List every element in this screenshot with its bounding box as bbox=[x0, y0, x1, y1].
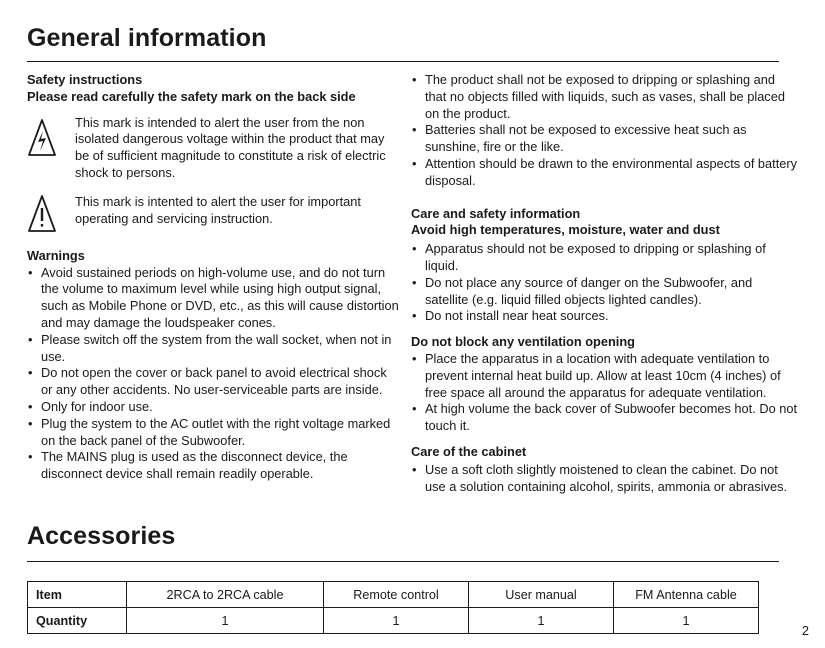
care-heading: Care and safety information bbox=[411, 205, 581, 221]
exclamation-warning-icon bbox=[27, 193, 57, 235]
table-cell: FM Antenna cable bbox=[614, 582, 759, 608]
list-item: • Do not place any source of danger on the Subwoofer, and satellite (e.g. liquid filled objects lighted candles). bbox=[411, 275, 799, 309]
table-cell: Quantity bbox=[28, 608, 127, 634]
page-number: 2 bbox=[801, 623, 809, 638]
list-item: • Avoid sustained periods on high-volume use, and do not turn the volume to maximum level while using high output signal, such as Mobile Phone or DVD, etc., as this will cause distortion and may damage the loudspeaker cones. bbox=[27, 265, 399, 332]
table-cell: User manual bbox=[469, 582, 614, 608]
warnings-heading: Warnings bbox=[27, 247, 85, 263]
title-rule bbox=[27, 61, 779, 62]
ventilation-bullets bbox=[411, 351, 799, 435]
table-cell: 1 bbox=[469, 608, 614, 634]
table-cell: 1 bbox=[614, 608, 759, 634]
list-item: • Only for indoor use. bbox=[27, 399, 399, 416]
list-item: • The MAINS plug is used as the disconnect device, the disconnect device shall remain readily operable. bbox=[27, 449, 399, 483]
care-bullets bbox=[411, 241, 799, 325]
list-item: • Apparatus should not be exposed to dripping or splashing of liquid. bbox=[411, 241, 799, 275]
accessories-table bbox=[27, 581, 759, 634]
table-cell: Remote control bbox=[324, 582, 469, 608]
electric-shock-mark bbox=[27, 115, 399, 182]
list-item: • Do not open the cover or back panel to avoid electrical shock or any other accidents. No user-serviceable parts are inside. bbox=[27, 365, 399, 399]
safety-subheading: Please read carefully the safety mark on the back side bbox=[27, 88, 356, 104]
accessories-title: Accessories bbox=[27, 522, 176, 550]
page-title: General information bbox=[27, 24, 267, 52]
list-item: • Please switch off the system from the wall socket, when not in use. bbox=[27, 332, 399, 366]
mark1-text: This mark is intended to alert the user from the non isolated dangerous voltage within the product that may be of sufficient magnitude to constitute a risk of electric shock to persons. bbox=[75, 114, 386, 180]
cabinet-heading: Care of the cabinet bbox=[411, 443, 527, 459]
list-item: • The product shall not be exposed to dripping or splashing and that no objects filled with liquids, such as vases, shall be placed on the product. bbox=[411, 72, 799, 122]
table-cell: 1 bbox=[127, 608, 324, 634]
top-bullets bbox=[411, 72, 799, 190]
mark2-text: This mark is intented to alert the user for important operating and servicing instruction. bbox=[75, 193, 361, 226]
table-cell: Item bbox=[28, 582, 127, 608]
warnings-list bbox=[27, 265, 399, 483]
safety-heading: Safety instructions bbox=[27, 72, 143, 87]
list-item: • Batteries shall not be exposed to excessive heat such as sunshine, fire or the like. bbox=[411, 122, 799, 156]
list-item: • At high volume the back cover of Subwoofer becomes hot. Do not touch it. bbox=[411, 401, 799, 435]
list-item: • Attention should be drawn to the environmental aspects of battery disposal. bbox=[411, 156, 799, 190]
lightning-warning-icon bbox=[27, 117, 57, 159]
accessories-rule bbox=[27, 561, 779, 562]
list-item: • Use a soft cloth slightly moistened to clean the cabinet. Do not use a solution containing alcohol, spirits, ammonia or abrasives. bbox=[411, 462, 799, 496]
table-cell: 1 bbox=[324, 608, 469, 634]
cabinet-bullets bbox=[411, 462, 799, 496]
table-row bbox=[28, 608, 759, 634]
table-cell: 2RCA to 2RCA cable bbox=[127, 582, 324, 608]
left-column bbox=[27, 72, 399, 483]
table-row bbox=[28, 582, 759, 608]
caution-mark bbox=[27, 194, 399, 232]
care-subheading: Avoid high temperatures, moisture, water and dust bbox=[411, 222, 720, 238]
ventilation-heading: Do not block any ventilation opening bbox=[411, 334, 635, 350]
list-item: • Do not install near heat sources. bbox=[411, 308, 799, 325]
right-column bbox=[411, 72, 799, 495]
list-item: • Plug the system to the AC outlet with the right voltage marked on the back panel of the Subwoofer. bbox=[27, 416, 399, 450]
list-item: • Place the apparatus in a location with adequate ventilation to prevent internal heat build up. Allow at least 10cm (4 inches) of free space all around the apparatus for adequate ventilation. bbox=[411, 351, 799, 401]
